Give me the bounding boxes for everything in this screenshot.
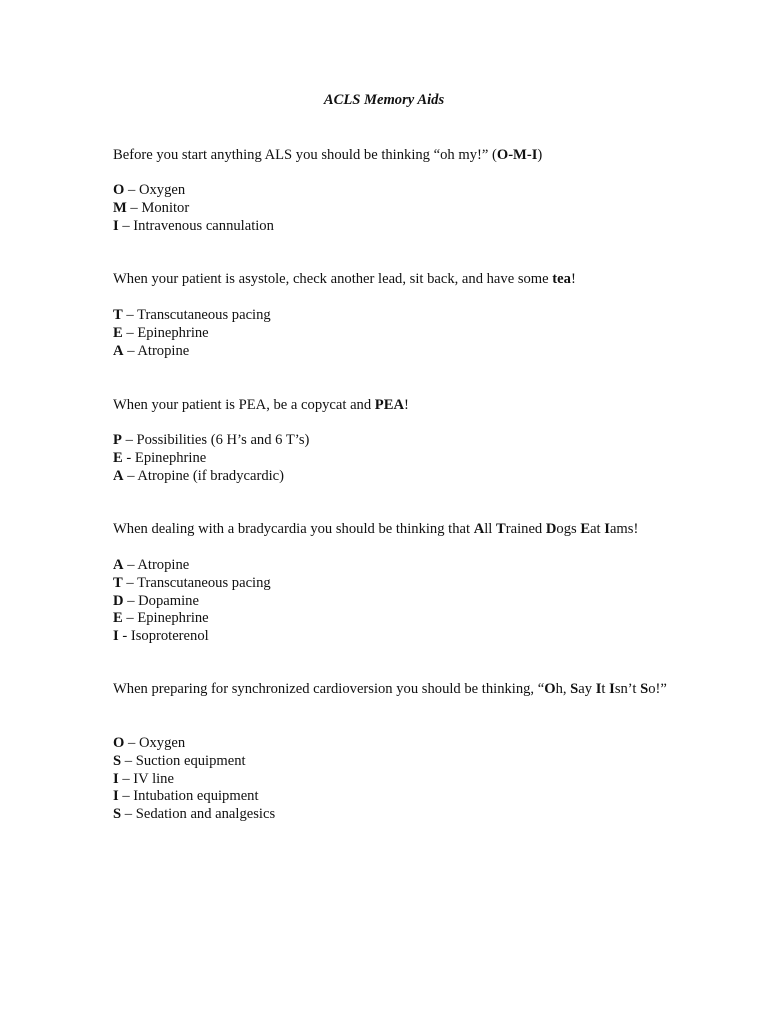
intro-text: t [601,681,610,697]
mnemonic-letter: E [113,449,123,466]
mnemonic-separator: – [121,806,136,823]
page-title: ACLS Memory Aids [323,92,445,108]
intro-text: ! [403,397,409,413]
mnemonic-list-2 [113,307,673,360]
mnemonic-list-4 [113,557,673,646]
mnemonic-separator: – [121,432,137,448]
intro-bold-text: E [580,521,591,537]
mnemonic-intro-5 [113,681,673,699]
intro-bold-text: S [570,681,579,697]
mnemonic-meaning: Monitor [141,199,190,216]
mnemonic-item [113,753,673,771]
mnemonic-separator: – [118,217,134,234]
intro-text: When dealing with a bradycardia you should be thinking that [113,521,474,537]
intro-bold-text: A [473,521,485,537]
mnemonic-letter: T [113,574,123,591]
mnemonic-separator: – [118,788,134,805]
intro-text: When your patient is PEA, be a copycat and [113,397,375,413]
mnemonic-item [113,200,673,218]
mnemonic-meaning: Epinephrine [137,324,209,341]
mnemonic-meaning: Atropine [137,557,190,573]
mnemonic-separator: – [123,342,138,359]
mnemonic-meaning: Transcutaneous pacing [137,574,271,591]
mnemonic-item [113,735,673,753]
mnemonic-item [113,218,673,236]
mnemonic-meaning: Oxygen [138,182,186,198]
mnemonic-meaning: Suction equipment [135,752,246,769]
mnemonic-item [113,468,673,486]
mnemonic-letter: I [113,770,119,787]
intro-text: at [590,521,605,537]
mnemonic-separator: – [122,324,138,341]
mnemonic-letter: O [113,182,125,198]
mnemonic-separator: – [123,557,138,573]
mnemonic-meaning: Isoproterenol [130,628,209,645]
intro-text: ogs [556,521,581,537]
mnemonic-intro-4 [113,521,673,539]
mnemonic-meaning: Atropine [137,342,190,359]
mnemonic-letter: T [113,307,123,323]
intro-bold-text: O-M-I [496,147,538,163]
mnemonic-item [113,450,673,468]
intro-text: ay [578,681,596,697]
intro-bold-text: O [544,681,556,697]
intro-text: sn’t [614,681,641,697]
mnemonic-meaning: Dopamine [138,592,199,609]
mnemonic-meaning: Oxygen [138,735,186,751]
mnemonic-separator: – [122,307,138,323]
mnemonic-letter: S [113,806,122,823]
mnemonic-separator: – [126,199,142,216]
mnemonic-list-1 [113,182,673,235]
intro-bold-text: T [496,521,506,537]
intro-text: ams! [609,521,639,537]
mnemonic-intro-2 [113,271,673,289]
mnemonic-item [113,557,673,575]
mnemonic-item [113,628,673,646]
mnemonic-meaning: IV line [133,770,174,787]
intro-bold-text: I [609,681,615,697]
intro-text: o!” [648,681,667,697]
intro-text: ! [570,271,576,287]
mnemonic-intro-3 [113,397,673,415]
intro-text: When your patient is asystole, check another lead, sit back, and have some [113,271,553,287]
mnemonic-meaning: Epinephrine [134,449,207,466]
mnemonic-meaning: Intubation equipment [133,788,259,805]
mnemonic-letter: M [113,199,127,216]
mnemonic-letter: A [113,467,124,484]
mnemonic-meaning: Sedation and analgesics [135,806,276,823]
mnemonic-item [113,575,673,593]
mnemonic-item [113,610,673,628]
mnemonic-letter: E [113,324,123,341]
mnemonic-item [113,307,673,325]
intro-text: rained [505,521,546,537]
mnemonic-separator: - [118,628,131,645]
mnemonic-item [113,432,673,450]
mnemonic-list-5 [113,735,673,824]
mnemonic-meaning: Possibilities (6 H’s and 6 T’s) [136,432,310,448]
intro-text: ll [484,521,497,537]
mnemonic-letter: A [113,557,124,573]
mnemonic-separator: – [122,574,138,591]
mnemonic-letter: I [113,628,119,645]
mnemonic-meaning: Epinephrine [137,610,209,627]
mnemonic-item [113,325,673,343]
mnemonic-separator: – [122,610,138,627]
mnemonic-separator: – [123,467,138,484]
intro-bold-text: I [595,681,602,697]
intro-bold-text: tea [552,271,571,287]
intro-bold-text: PEA [374,397,404,413]
intro-text: Before you start anything ALS you should be thinking “oh my!” ( [113,147,497,163]
mnemonic-meaning: Transcutaneous pacing [137,307,271,323]
mnemonic-separator: – [124,735,139,751]
mnemonic-item [113,182,673,200]
mnemonic-item [113,788,673,806]
intro-bold-text: I [604,521,610,537]
mnemonic-separator: – [118,770,134,787]
mnemonic-letter: O [113,735,125,751]
mnemonic-item [113,593,673,611]
intro-bold-text: S [640,681,649,697]
mnemonic-intro-1 [113,147,673,165]
mnemonic-item [113,771,673,789]
mnemonic-list-3 [113,432,673,485]
intro-bold-text: D [545,521,557,537]
mnemonic-letter: E [113,610,123,627]
intro-text: h, [555,681,571,697]
mnemonic-letter: I [113,217,119,234]
mnemonic-item [113,806,673,824]
mnemonic-letter: D [113,592,124,609]
mnemonic-separator: – [121,752,136,769]
mnemonic-letter: I [113,788,119,805]
mnemonic-letter: S [113,752,122,769]
intro-text: ) [537,147,543,163]
mnemonic-separator: – [123,592,139,609]
mnemonic-meaning: Atropine (if bradycardic) [137,467,285,484]
mnemonic-letter: P [113,432,122,448]
mnemonic-letter: A [113,342,124,359]
mnemonic-item [113,343,673,361]
mnemonic-separator: - [122,449,135,466]
intro-text: When preparing for synchronized cardioversion you should be thinking, “ [113,681,545,697]
mnemonic-meaning: Intravenous cannulation [133,217,274,234]
mnemonic-separator: – [124,182,139,198]
